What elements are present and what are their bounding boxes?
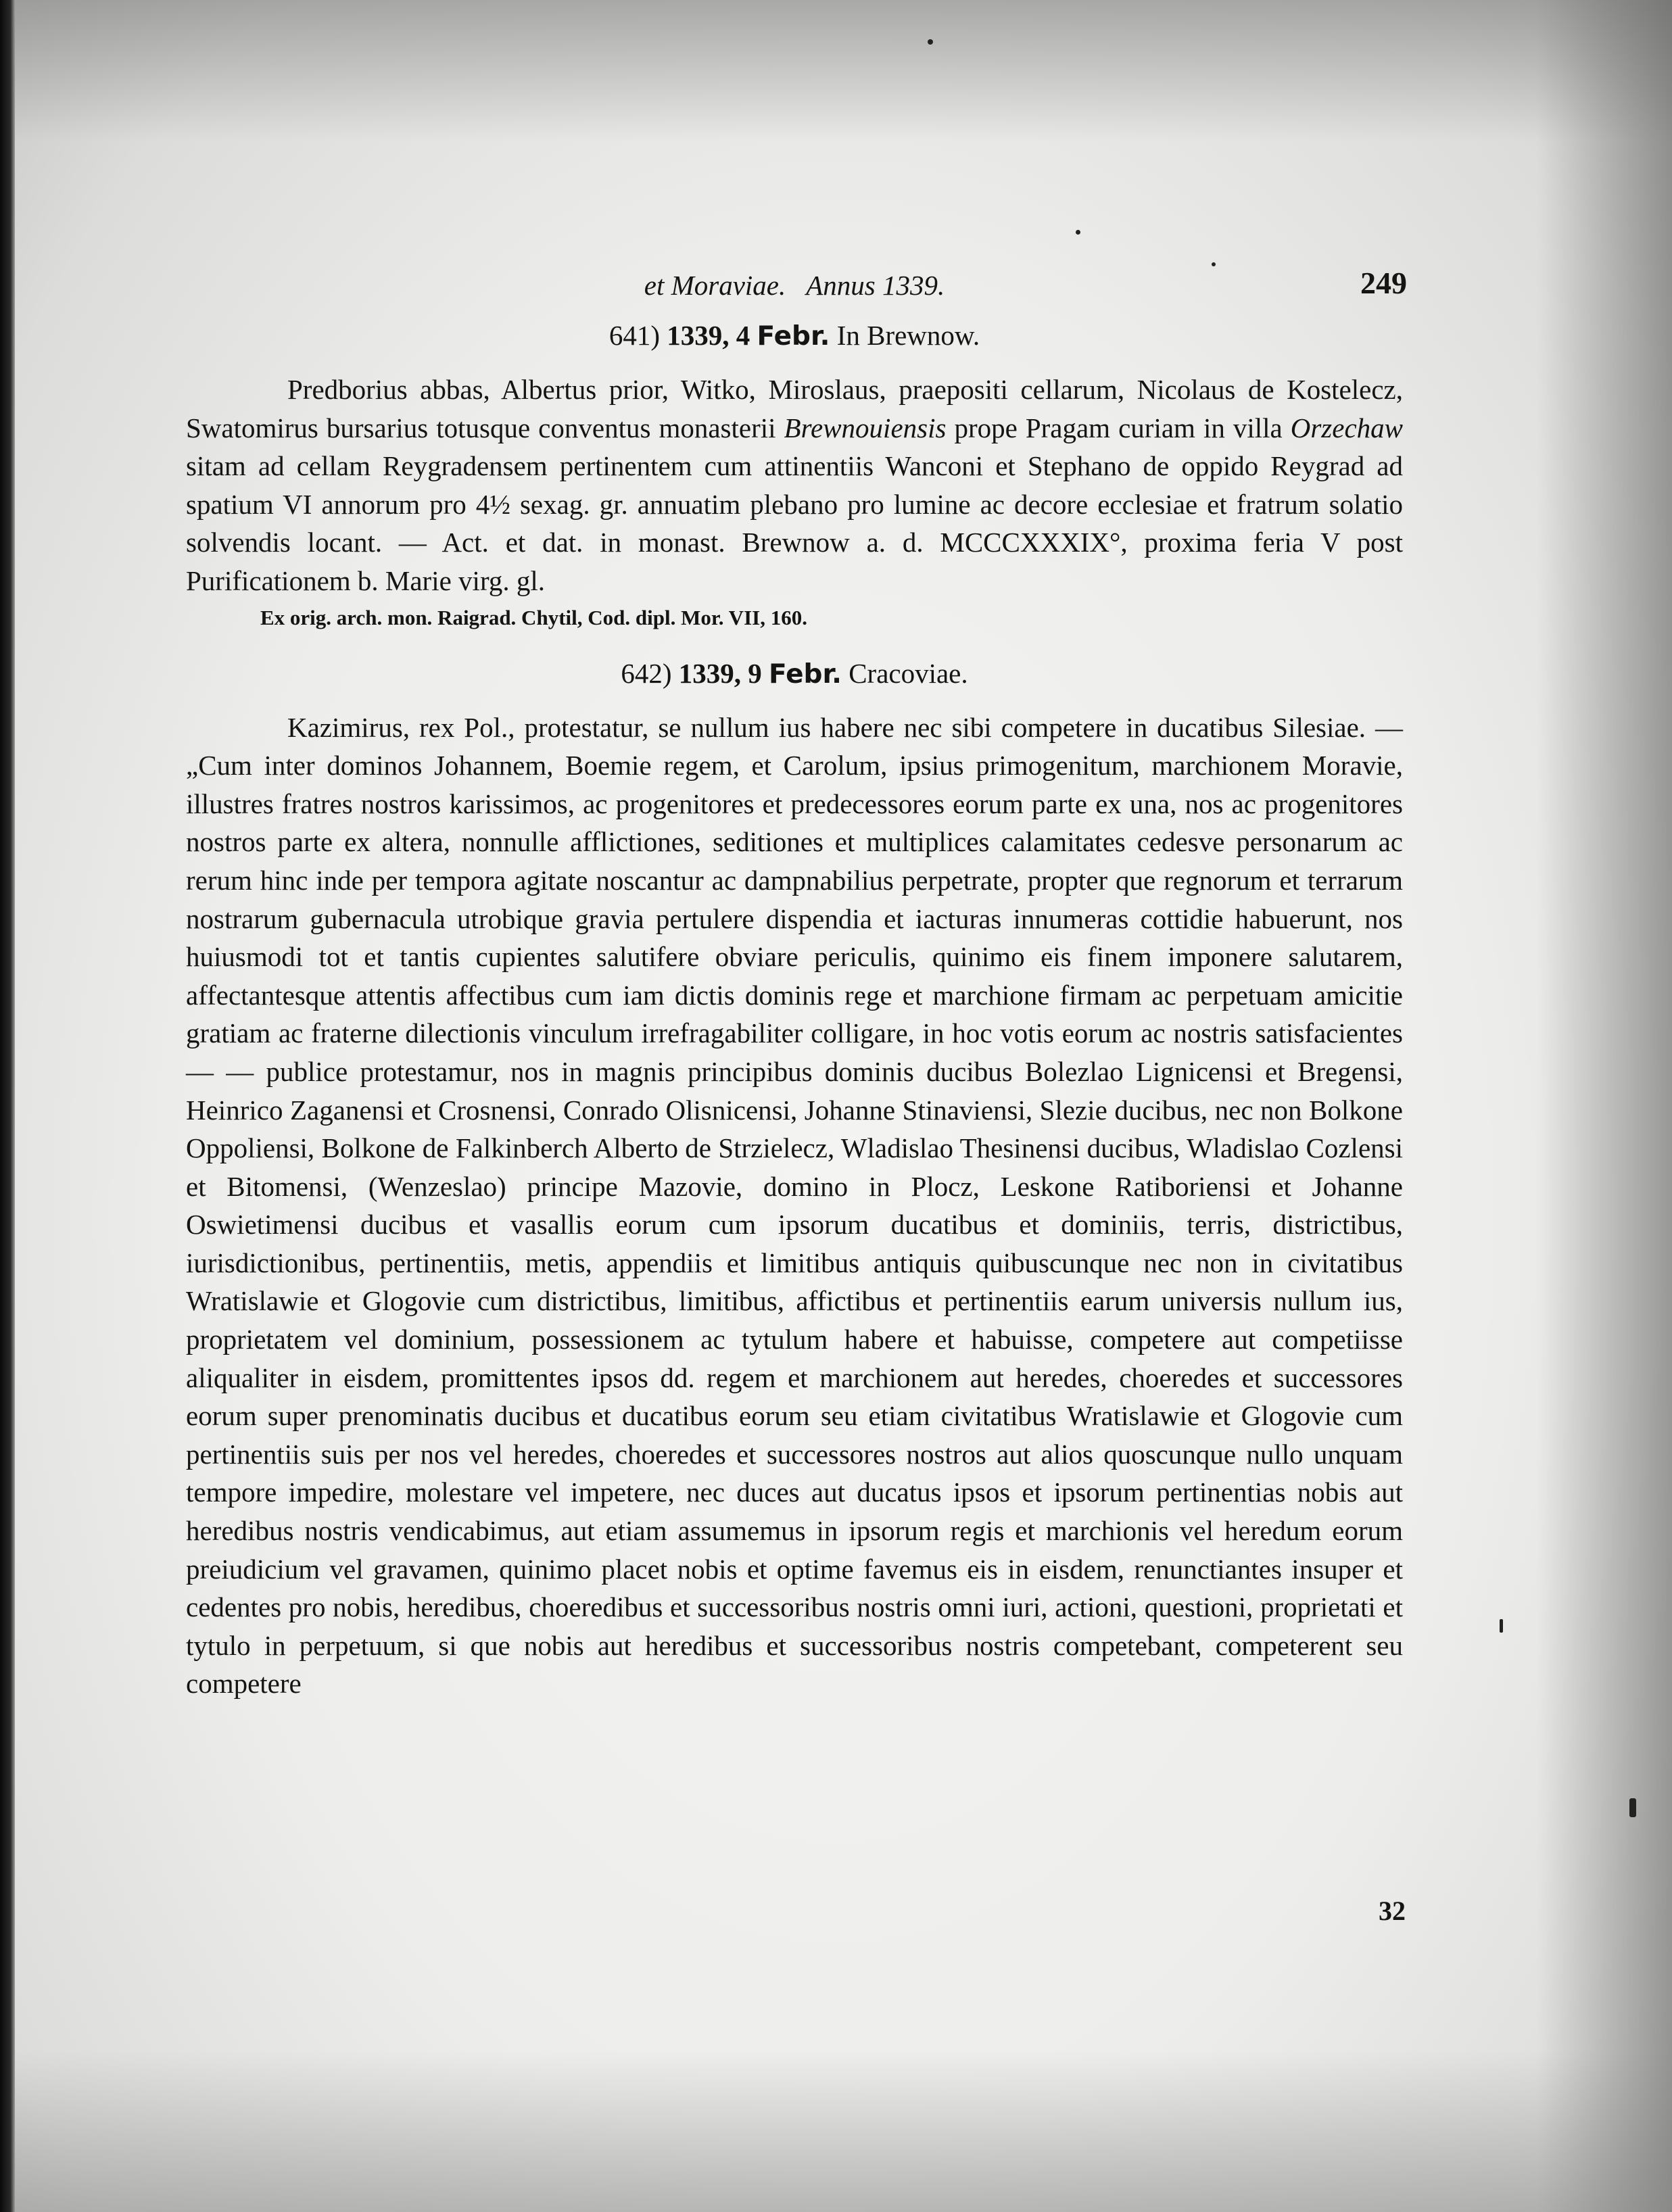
- entry-day: 4: [736, 320, 750, 351]
- dust-speck: [928, 39, 933, 45]
- entry-text-642: Kazimirus, rex Pol., protestatur, se nullum ius habere nec sibi competere in ducatibus Silesiae. — „Cum inter dominos Johannem, Boemie regem, et Carolum, ipsius primogenitum, marchionem Moravie, illustres fratres nostros karissimos, ac progenitores et predecessores eorum parte ex una, nos ac progenitores nostros parte ex altera, nonnulle afflictiones, seditiones et multiplices calamitates cedesve personarum ac rerum hinc inde per tempora agitate noscantur ac dampnabilius perpetrate, propter que regnorum et terrarum nostrarum gubernacula utrobique gravia pertulere dispendia et iacturas innumeras cottidie habuerunt, nos huiusmodi tot et tantis cupientes salutifere obviare periculis, quinimo eis finem imponere salutarem, affectantesque attentis affectibus cum iam dictis dominis rege et marchione firmam ac perpetuam amicitie gratiam ac fraterne dilectionis vinculum irrefragabiliter colligare, in hoc votis eorum ac nostris satisfacientes — — publice protestamur, nos in magnis principibus dominis ducibus Bolezlao Lignicensi et Bregensi, Heinrico Zaganensi et Crosnensi, Conrado Olisnicensi, Johanne Stinaviensi, Slezie ducibus, nec non Bolkone Oppoliensi, Bolkone de Falkinberch Alberto de Strzielecz, Wladislao Thesinensi ducibus, Wladislao Cozlensi et Bitomensi, (Wenzeslao) principe Mazovie, domino in Plocz, Leskone Ratiboriensi et Johanne Oswietimensi ducibus et vasallis eorum cum ipsorum ducatibus et dominiis, terris, districtibus, iurisdictionibus, pertinentiis, metis, appendiis et limitibus antiquis quibuscunque nec non in civitatibus Wratislawie et Glogovie cum districtibus, limitibus, affictibus et pertinentiis earum universis nullum ius, proprietatem vel dominium, possessionem ac tytulum habere et habuisse, competere aut competiisse aliqualiter in eisdem, promittentes ipsos dd. regem et marchionem aut heredes, choeredes et successores eorum super prenominatis ducibus et ducatibus eorum seu etiam civitatibus Wratislawie et Glogovie cum pertinentiis suis per nos vel heredes, choeredes et successores nostros aut alios quoscunque nullo unquam tempore impedire, molestare vel impetere, nec duces aut ducatus ipsos et ipsorum pertinentias nobis aut heredibus nostris vendicabimus, aut etiam assumemus in ipsorum regis et marchionis vel heredum eorum preiudicium vel gravamen, quinimo placet nobis et optime favemus eis in eisdem, renunctiantes insuper et cedentes pro nobis, heredibus, choeredibus et successoribus nostris omni iuri, actioni, questioni, proprietati et tytulo in perpetuum, si que nobis aut heredibus et successoribus nostris competebant, competerent seu competere: [186, 711, 1403, 1700]
- running-title-a: et Moraviae.: [644, 270, 786, 301]
- entry-place: In Brewnow.: [836, 320, 980, 351]
- entry-number: 642): [621, 657, 672, 689]
- running-title: [186, 269, 1403, 302]
- entry-year: 1339,: [667, 320, 730, 351]
- entry-heading-642: [186, 657, 1403, 690]
- entry-month: Febr.: [769, 658, 842, 690]
- dust-speck: [1629, 1798, 1636, 1817]
- source-note-641: Ex orig. arch. mon. Raigrad. Chytil, Cod. dipl. Mor. VII, 160.: [260, 605, 807, 629]
- running-head: [186, 262, 1407, 310]
- text-italic-place: Brewnouiensis: [784, 412, 947, 443]
- text-italic-place: Orzechaw: [1290, 412, 1403, 443]
- text-segment: Predborius abbas, Albertus prior, Witko, Miroslaus, praepositi cellarum, Nicolaus de Kostelecz, Swatomirus bursarius totusque conventus monasterii: [186, 374, 1403, 443]
- entry-day: 9: [748, 657, 762, 689]
- document-page: [186, 262, 1407, 1926]
- text-segment: sitam ad cellam Reygradensem pertinentem cum attinentiis Wanconi et Stephano de oppido Reygrad ad spatium VI annorum pro 4½ sexag. gr. annuatim plebano pro lumine ac decore ecclesiae et fratrum solatio solvendis locant. — Act. et dat. in monast. Brewnow a. d. MCCCXXXIX°, proxima feria V post Purificationem b. Marie virg. gl.: [186, 450, 1403, 596]
- entry-place: Cracoviae.: [849, 657, 968, 689]
- page-number: 249: [1360, 266, 1407, 300]
- scan-top-shadow: [15, 0, 1672, 142]
- entry-text-641: [186, 370, 1403, 600]
- signature-mark: 32: [1379, 1896, 1406, 1926]
- entry-year: 1339,: [678, 657, 742, 689]
- entry-heading-641: [186, 319, 1403, 352]
- entry-month: Febr.: [757, 321, 830, 352]
- scan-right-shadow: [1537, 0, 1672, 2212]
- scan-bottom-shadow: [15, 2050, 1672, 2212]
- running-title-b: Annus 1339.: [806, 270, 945, 301]
- dust-speck: [1076, 230, 1080, 235]
- text-segment: prope Pragam curiam in villa: [946, 412, 1291, 443]
- scan-left-edge: [0, 0, 15, 2212]
- dust-speck: [1500, 1619, 1503, 1633]
- entry-number: 641): [608, 320, 661, 351]
